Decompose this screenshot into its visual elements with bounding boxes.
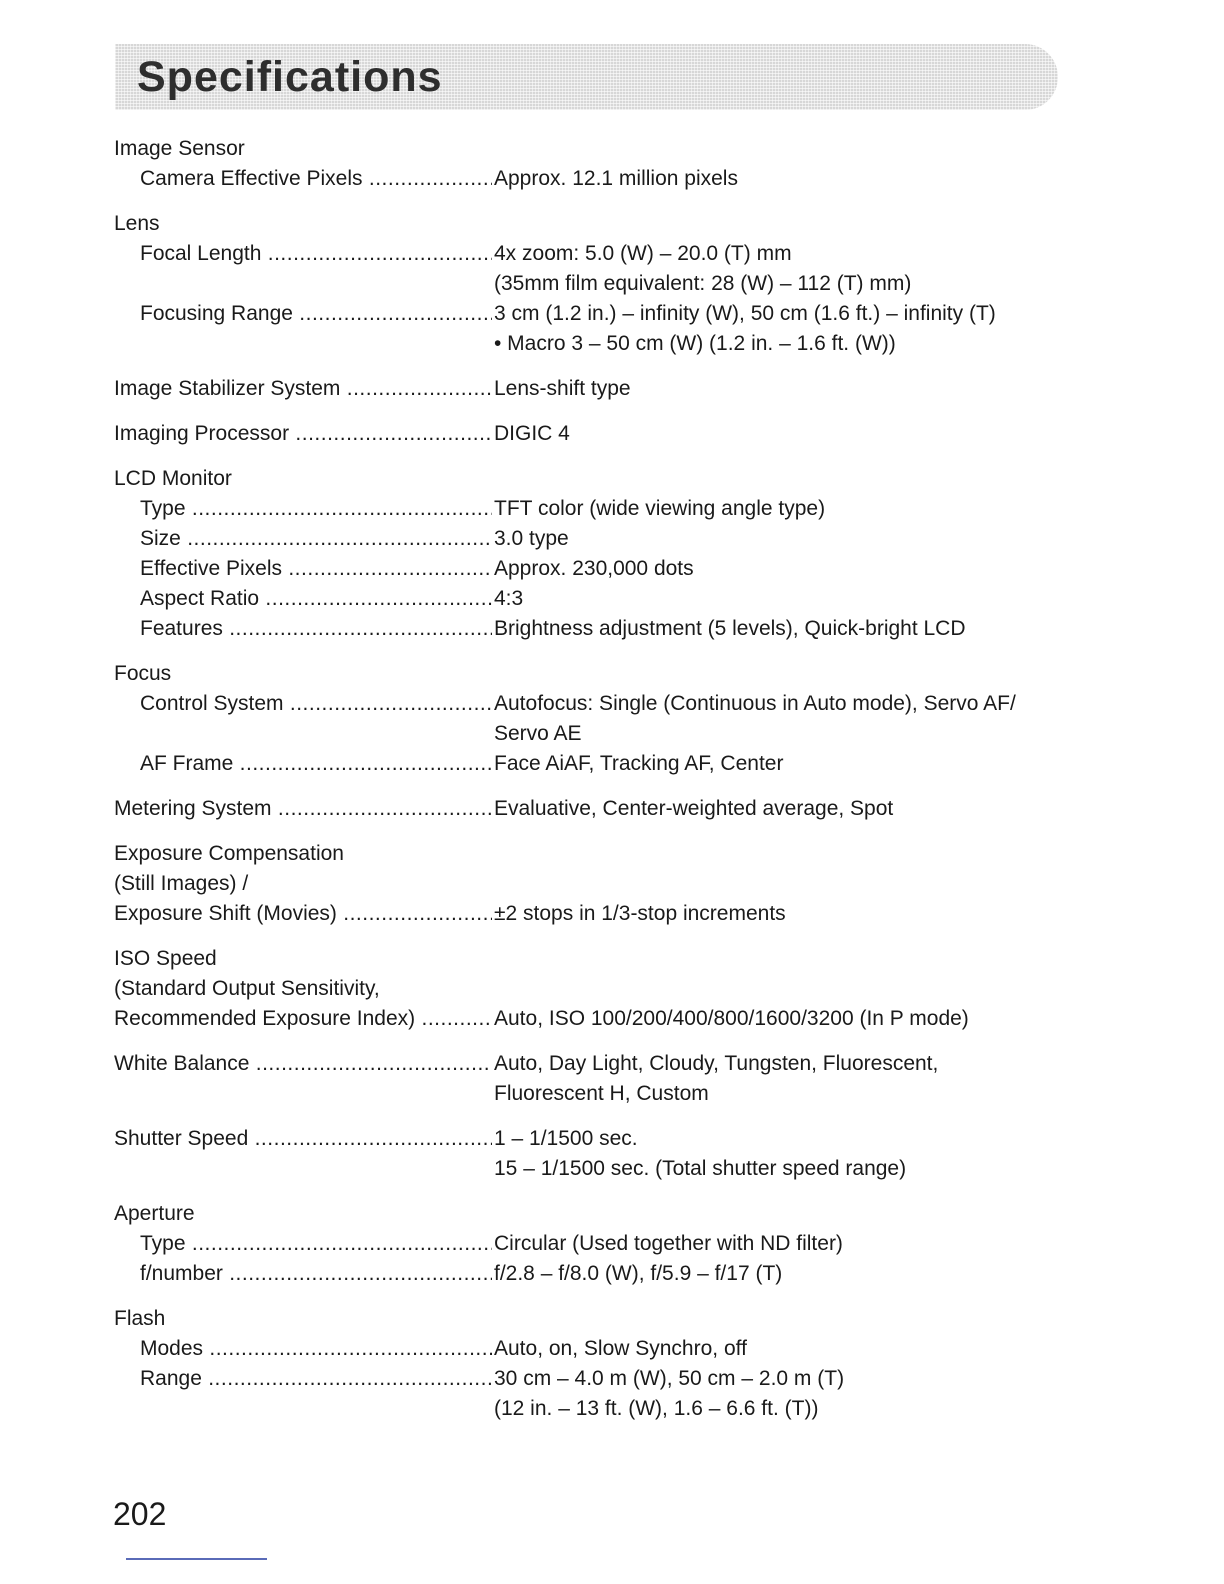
spec-heading: LCD Monitor (114, 467, 232, 490)
spec-value: 3.0 type (494, 527, 569, 550)
spec-row (0, 1004, 1224, 1034)
spec-row (0, 1334, 1224, 1364)
spec-group-focus (0, 659, 1224, 779)
spec-value: 30 cm – 4.0 m (W), 50 cm – 2.0 m (T) (494, 1367, 845, 1390)
spec-row (0, 614, 1224, 644)
spec-value: Auto, ISO 100/200/400/800/1600/3200 (In P mode) (494, 1007, 969, 1030)
spec-row (0, 524, 1224, 554)
spec-label: White Balance ..... (114, 1049, 492, 1079)
spec-label: Modes ..... (140, 1334, 492, 1364)
spec-value: DIGIC 4 (494, 422, 570, 445)
spec-group-image-sensor (0, 134, 1224, 194)
spec-label: Metering System ..... (114, 794, 492, 824)
spec-label: Camera Effective Pixels ..... (140, 164, 492, 194)
spec-label: Focusing Range ..... (140, 299, 492, 329)
spec-group-flash (0, 1304, 1224, 1424)
spec-value: Evaluative, Center-weighted average, Spot (494, 797, 894, 820)
spec-row (0, 689, 1224, 719)
spec-row (0, 1229, 1224, 1259)
spec-group-shutter-speed (0, 1124, 1224, 1184)
spec-label: Exposure Shift (Movies) ..... (114, 899, 492, 929)
spec-row (0, 419, 1224, 449)
spec-value: TFT color (wide viewing angle type) (494, 497, 826, 520)
spec-heading: Focus (114, 662, 172, 685)
spec-group-imaging-processor (0, 419, 1224, 449)
spec-value: Auto, on, Slow Synchro, off (494, 1337, 747, 1360)
spec-group-white-balance (0, 1049, 1224, 1109)
spec-label: Control System ..... (140, 689, 492, 719)
spec-value: f/2.8 – f/8.0 (W), f/5.9 – f/17 (T) (494, 1262, 783, 1285)
spec-value: Autofocus: Single (Continuous in Auto mode), Servo AF/ (494, 692, 1016, 715)
spec-row-continued (0, 1154, 1224, 1184)
spec-heading: (Still Images) / (114, 872, 249, 895)
spec-heading: (Standard Output Sensitivity, (114, 977, 380, 1000)
spec-group-image-stabilizer (0, 374, 1224, 404)
spec-row (0, 1124, 1224, 1154)
spec-label: Effective Pixels ..... (140, 554, 492, 584)
spec-row-continued (0, 719, 1224, 749)
spec-group-iso-speed (0, 944, 1224, 1034)
spec-label: Type ..... (140, 1229, 492, 1259)
spec-row (0, 749, 1224, 779)
spec-row (0, 794, 1224, 824)
spec-label: AF Frame ..... (140, 749, 492, 779)
spec-list (0, 134, 1224, 1439)
spec-row-continued (0, 1394, 1224, 1424)
spec-value: Approx. 230,000 dots (494, 557, 694, 580)
spec-label: Type ..... (140, 494, 492, 524)
spec-label: Image Stabilizer System ..... (114, 374, 492, 404)
spec-value: 1 – 1/1500 sec. (494, 1127, 638, 1150)
spec-value: Brightness adjustment (5 levels), Quick-bright LCD (494, 617, 966, 640)
spec-group-exposure-compensation (0, 839, 1224, 929)
spec-value: Circular (Used together with ND filter) (494, 1232, 843, 1255)
spec-group-metering (0, 794, 1224, 824)
spec-row-continued (0, 1079, 1224, 1109)
spec-group-lens (0, 209, 1224, 359)
spec-value: Face AiAF, Tracking AF, Center (494, 752, 784, 775)
page-number: 202 (113, 1496, 167, 1532)
spec-value: Lens-shift type (494, 377, 631, 400)
spec-row (0, 1259, 1224, 1289)
spec-row (0, 899, 1224, 929)
spec-label: Focal Length ..... (140, 239, 492, 269)
spec-heading: Lens (114, 212, 160, 235)
spec-value: 4x zoom: 5.0 (W) – 20.0 (T) mm (494, 242, 792, 265)
spec-group-lcd-monitor (0, 464, 1224, 644)
page-title: Specifications (137, 53, 443, 101)
spec-value: 3 cm (1.2 in.) – infinity (W), 50 cm (1.6 ft.) – infinity (T) (494, 302, 996, 325)
spec-row (0, 239, 1224, 269)
spec-row (0, 164, 1224, 194)
spec-heading: Exposure Compensation (114, 842, 344, 865)
spec-label: Features ..... (140, 614, 492, 644)
spec-label: Size ..... (140, 524, 492, 554)
spec-row (0, 494, 1224, 524)
spec-value: • Macro 3 – 50 cm (W) (1.2 in. – 1.6 ft. (W)) (494, 332, 896, 355)
spec-value: ±2 stops in 1/3-stop increments (494, 902, 786, 925)
spec-row (0, 1049, 1224, 1079)
spec-value: Servo AE (494, 722, 582, 745)
spec-row (0, 1364, 1224, 1394)
spec-row-continued (0, 269, 1224, 299)
spec-heading: Aperture (114, 1202, 195, 1225)
spec-group-aperture (0, 1199, 1224, 1289)
spec-value: (35mm film equivalent: 28 (W) – 112 (T) mm) (494, 272, 912, 295)
spec-label: Range ..... (140, 1364, 492, 1394)
spec-label: f/number ..... (140, 1259, 492, 1289)
spec-value: Approx. 12.1 million pixels (494, 167, 738, 190)
spec-label: Recommended Exposure Index) ..... (114, 1004, 492, 1034)
spec-row (0, 299, 1224, 329)
spec-label: Imaging Processor ..... (114, 419, 492, 449)
spec-heading: Flash (114, 1307, 166, 1330)
spec-label: Aspect Ratio ..... (140, 584, 492, 614)
footer-rule (126, 1558, 267, 1560)
spec-value: (12 in. – 13 ft. (W), 1.6 – 6.6 ft. (T)) (494, 1397, 819, 1420)
spec-row (0, 554, 1224, 584)
spec-heading: Image Sensor (114, 137, 245, 160)
spec-value: 4:3 (494, 587, 524, 610)
spec-row (0, 584, 1224, 614)
spec-row (0, 374, 1224, 404)
spec-value: Fluorescent H, Custom (494, 1082, 709, 1105)
spec-value: 15 – 1/1500 sec. (Total shutter speed range) (494, 1157, 907, 1180)
spec-row-continued (0, 329, 1224, 359)
spec-value: Auto, Day Light, Cloudy, Tungsten, Fluorescent, (494, 1052, 939, 1075)
spec-heading: ISO Speed (114, 947, 217, 970)
spec-label: Shutter Speed ..... (114, 1124, 492, 1154)
